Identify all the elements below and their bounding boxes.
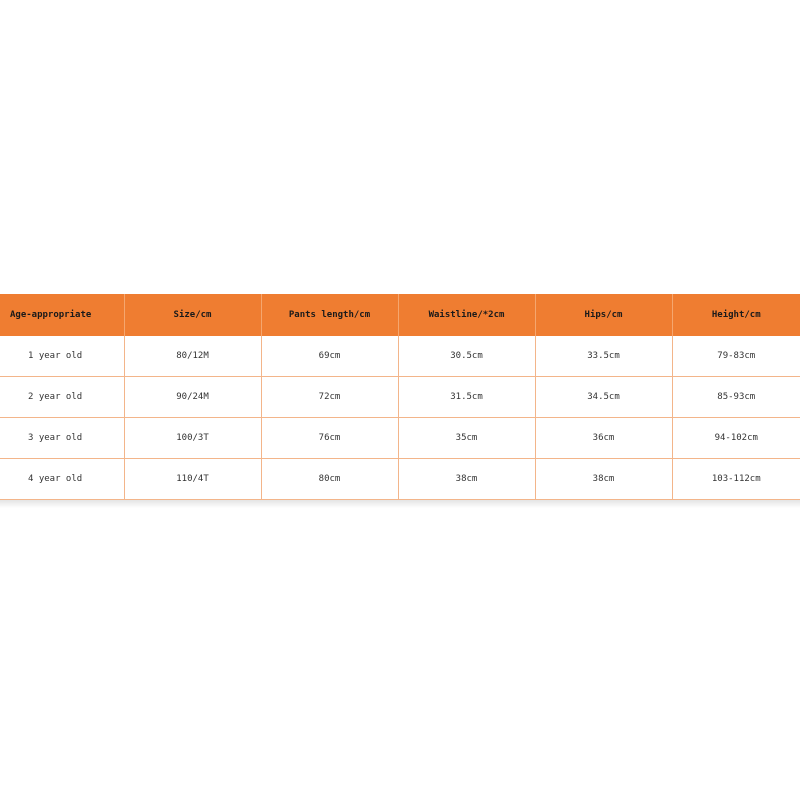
cell-hips: 33.5cm xyxy=(535,336,672,377)
cell-height: 94-102cm xyxy=(672,418,800,459)
cell-age: 1 year old xyxy=(0,336,124,377)
header-hips: Hips/cm xyxy=(535,294,672,336)
cell-height: 103-112cm xyxy=(672,459,800,500)
cell-pants-length: 76cm xyxy=(261,418,398,459)
header-pants-length: Pants length/cm xyxy=(261,294,398,336)
cell-waistline: 30.5cm xyxy=(398,336,535,377)
cell-size: 110/4T xyxy=(124,459,261,500)
cell-size: 100/3T xyxy=(124,418,261,459)
header-waistline: Waistline/*2cm xyxy=(398,294,535,336)
cell-hips: 38cm xyxy=(535,459,672,500)
cell-hips: 36cm xyxy=(535,418,672,459)
cell-waistline: 38cm xyxy=(398,459,535,500)
cell-hips: 34.5cm xyxy=(535,377,672,418)
cell-pants-length: 69cm xyxy=(261,336,398,377)
size-chart-table xyxy=(0,294,800,500)
table-row xyxy=(0,418,800,459)
header-height: Height/cm xyxy=(672,294,800,336)
header-size: Size/cm xyxy=(124,294,261,336)
cell-waistline: 35cm xyxy=(398,418,535,459)
cell-pants-length: 72cm xyxy=(261,377,398,418)
table-row xyxy=(0,336,800,377)
table-row xyxy=(0,377,800,418)
cell-age: 4 year old xyxy=(0,459,124,500)
table-row xyxy=(0,459,800,500)
cell-pants-length: 80cm xyxy=(261,459,398,500)
cell-size: 80/12M xyxy=(124,336,261,377)
cell-age: 2 year old xyxy=(0,377,124,418)
cell-waistline: 31.5cm xyxy=(398,377,535,418)
cell-size: 90/24M xyxy=(124,377,261,418)
cell-height: 79-83cm xyxy=(672,336,800,377)
header-row xyxy=(0,294,800,336)
header-age: Age-appropriate xyxy=(0,294,124,336)
table-bottom-shadow xyxy=(0,500,800,508)
cell-height: 85-93cm xyxy=(672,377,800,418)
cell-age: 3 year old xyxy=(0,418,124,459)
